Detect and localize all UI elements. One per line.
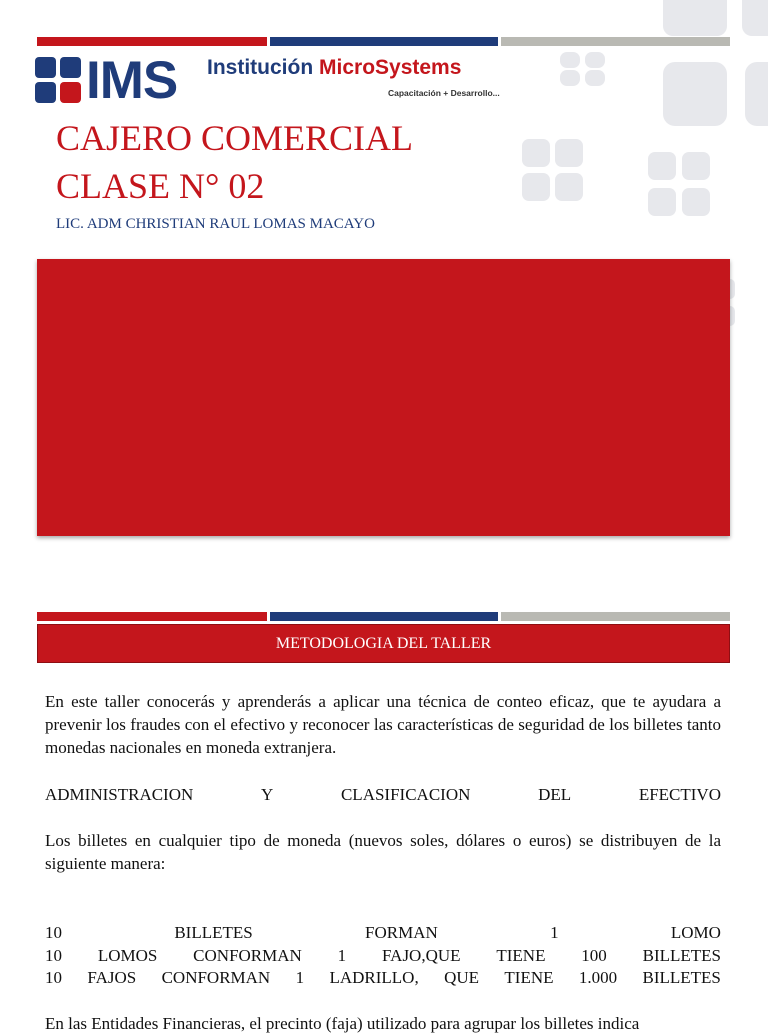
decor-square [555, 173, 583, 201]
section-stripe-red [37, 612, 267, 621]
subheading-line: ADMINISTRACION Y CLASIFICACION DEL EFECTIVO [45, 785, 721, 804]
intro-paragraph: En este taller conocerás y aprenderás a aplicar una técnica de conteo eficaz, que te ayudara a prevenir los fraudes con el efectivo y reconocer las características de seguridad de los billetes tanto monedas nacionales en moneda extranjera. [45, 692, 721, 757]
logo-tagline: Capacitación + Desarrollo... [388, 88, 500, 98]
decor-square [648, 188, 676, 216]
section-stripe-gray [501, 612, 730, 621]
logo-abbr: IMS [86, 51, 178, 110]
logo-mark-icon [35, 57, 83, 105]
decor-square [560, 52, 580, 68]
top-stripe-blue [270, 37, 498, 46]
decor-square [682, 152, 710, 180]
author-line: LIC. ADM CHRISTIAN RAUL LOMAS MACAYO [56, 216, 375, 232]
section-heading: METODOLOGIA DEL TALLER [37, 624, 730, 663]
decor-square [663, 0, 727, 36]
decor-square [522, 139, 550, 167]
decor-square [560, 70, 580, 86]
decor-square [585, 70, 605, 86]
decor-square [585, 52, 605, 68]
top-stripe-red [37, 37, 267, 46]
decor-square [555, 139, 583, 167]
logo-institution-name: Institución MicroSystems [207, 56, 462, 79]
decor-square [745, 62, 768, 126]
distribution-paragraph: Los billetes en cualquier tipo de moneda (nuevos soles, dólares o euros) se distribuyen de la siguiente manera: [45, 831, 721, 873]
decor-square [648, 152, 676, 180]
decor-square [663, 62, 727, 126]
decor-square [742, 0, 768, 36]
rule-line-1: 10 BILLETES FORMAN 1 LOMO [45, 923, 721, 942]
top-stripe-gray [501, 37, 730, 46]
rule-line-2: 10 LOMOS CONFORMAN 1 FAJO,QUE TIENE 100 BILLETES [45, 946, 721, 965]
page-title-line1: CAJERO COMERCIAL [56, 118, 414, 158]
section-stripe-blue [270, 612, 498, 621]
decor-square [682, 188, 710, 216]
cut-off-line: En las Entidades Financieras, el precinto (faja) utilizado para agrupar los billetes indica [45, 1014, 640, 1033]
rule-line-3: 10 FAJOS CONFORMAN 1 LADRILLO, QUE TIENE 1.000 BILLETES [45, 968, 721, 987]
red-banner-box [37, 259, 730, 536]
decor-square [522, 173, 550, 201]
page-title-line2: CLASE N° 02 [56, 166, 265, 206]
